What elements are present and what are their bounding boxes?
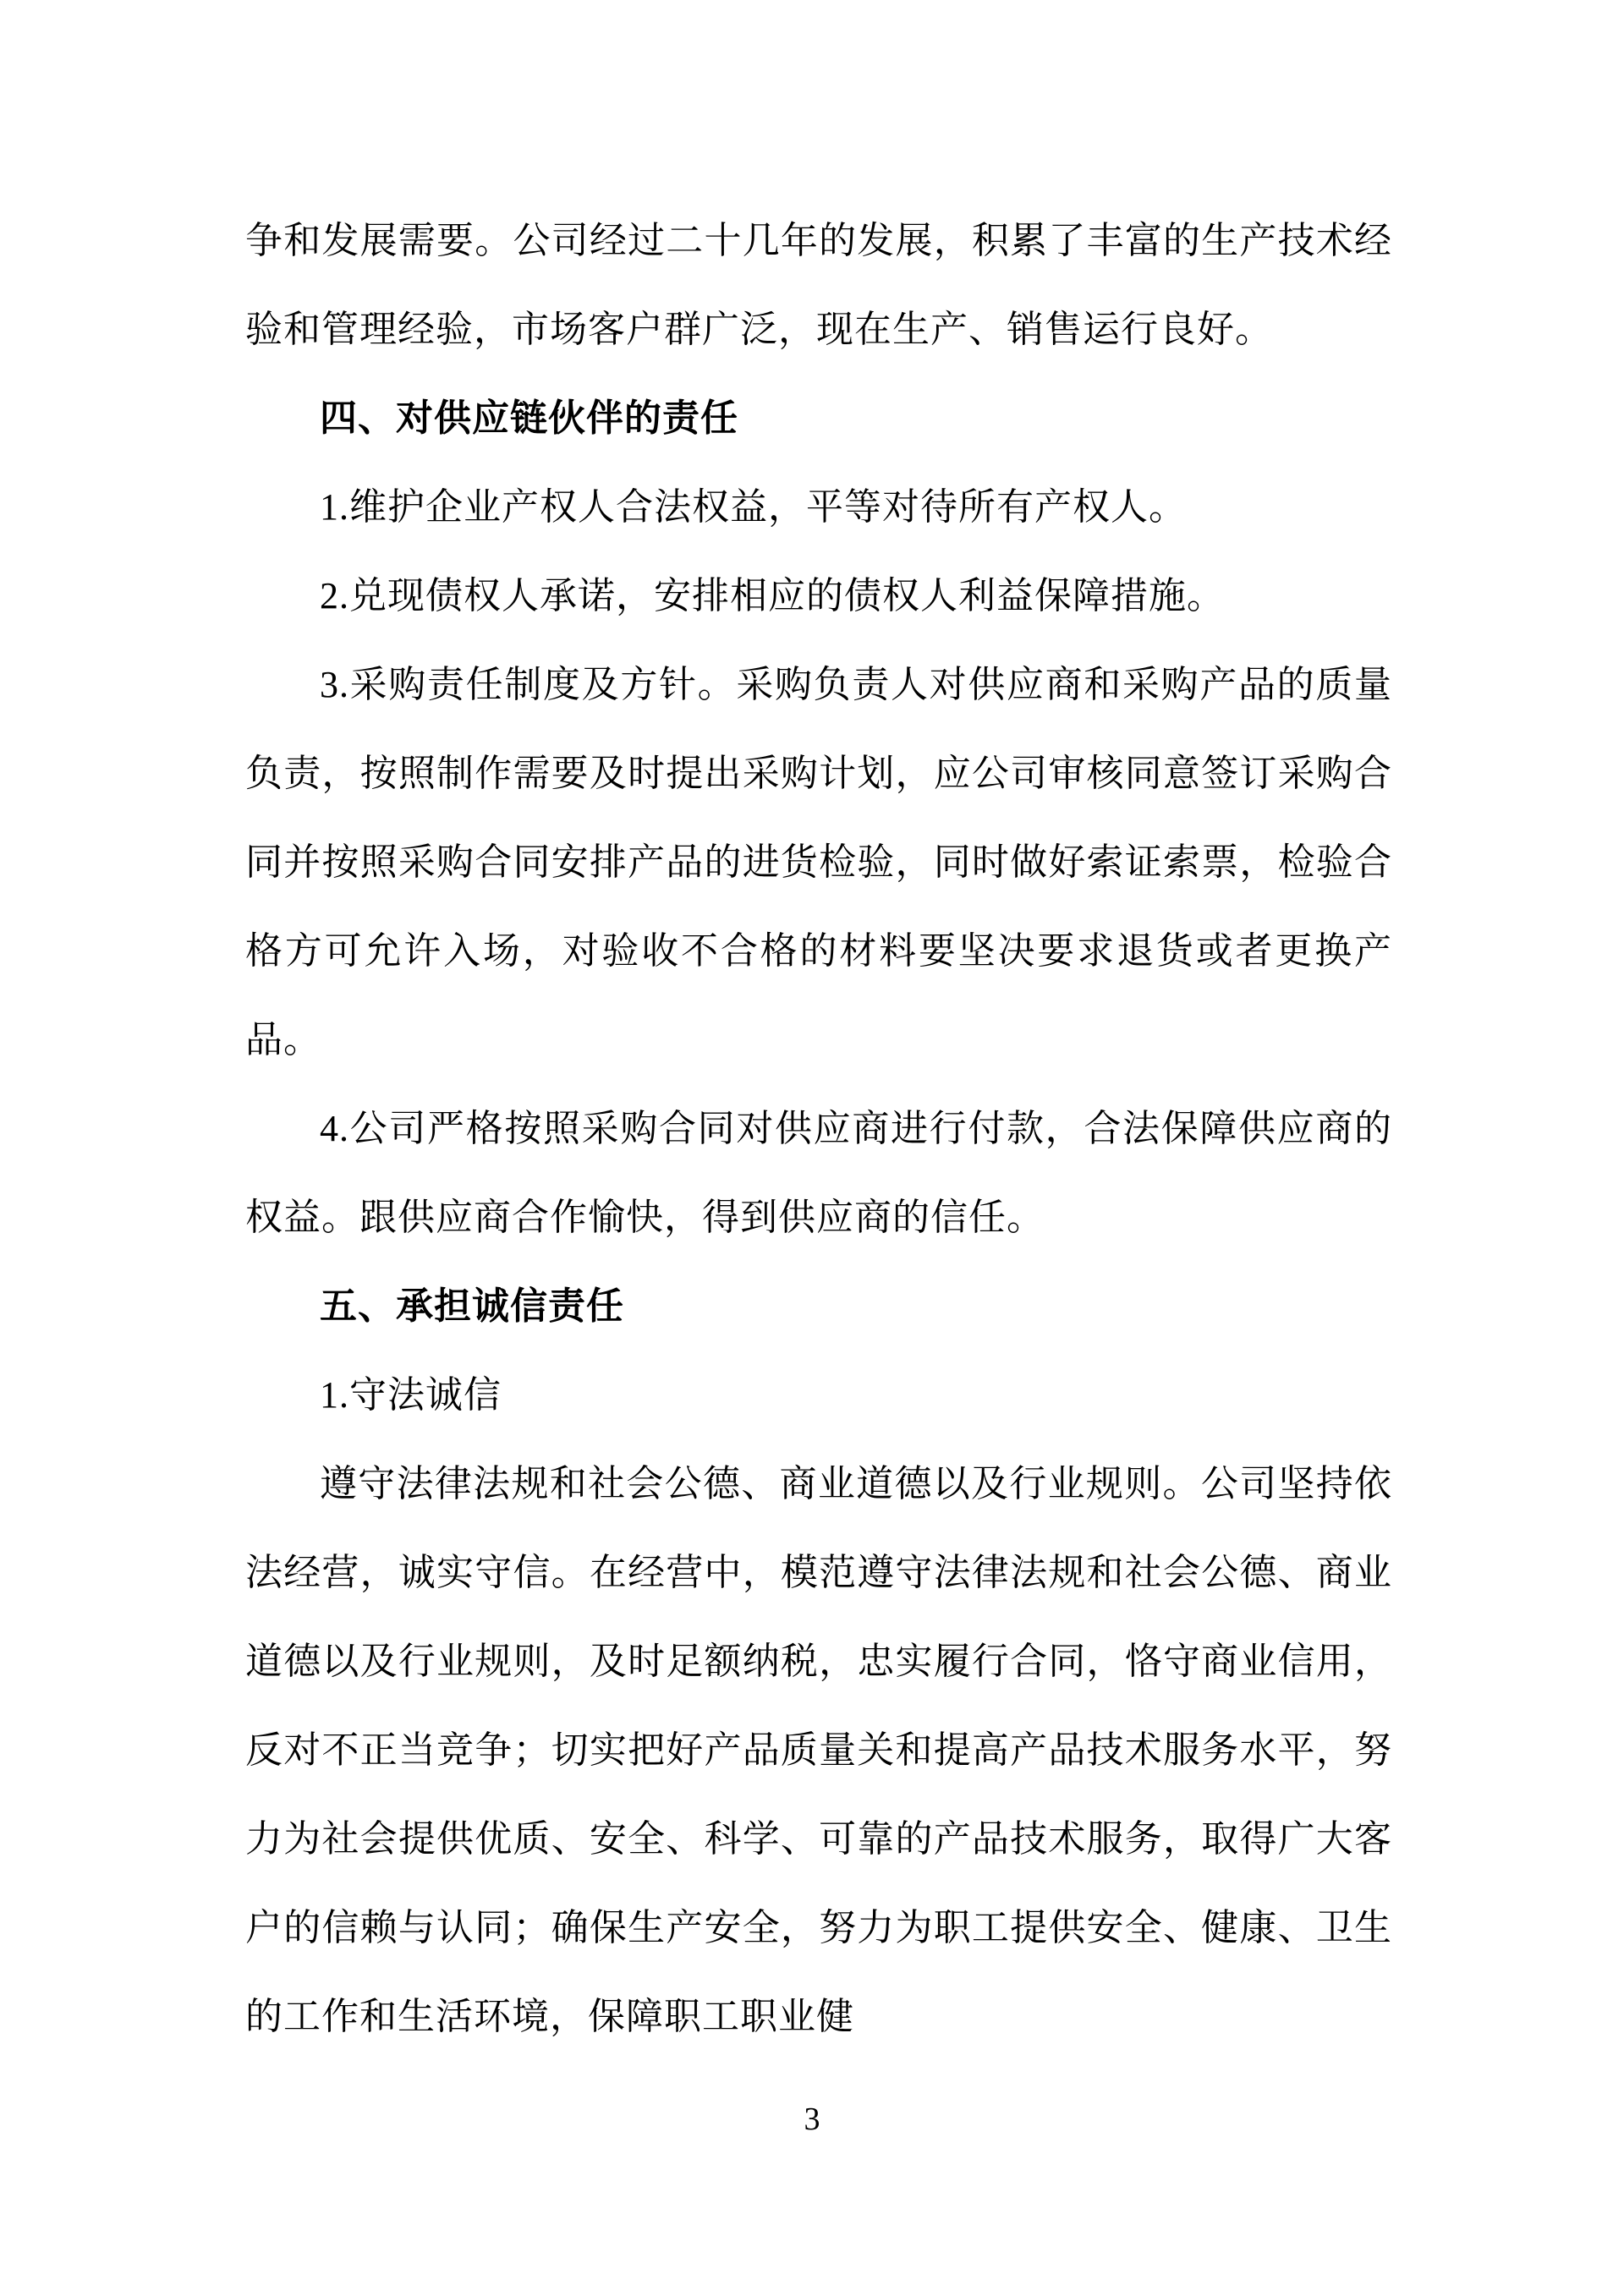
paragraph-item-4: 4.公司严格按照采购合同对供应商进行付款，合法保障供应商的权益。跟供应商合作愉快，得到供应商的信任。 — [245, 1108, 1392, 1238]
section-heading-integrity: 五、承担诚信责任 — [320, 1285, 624, 1327]
document-body — [245, 196, 1392, 2061]
paragraph-integrity-body: 遵守法律法规和社会公德、商业道德以及行业规则。公司坚持依法经营，诚实守信。在经营中，模范遵守法律法规和社会公德、商业道德以及行业规则，及时足额纳税，忠实履行合同，恪守商业信用，反对不正当竞争；切实把好产品质量关和提高产品技术服务水平，努力为社会提供优质、安全、科学、可靠的产品技术服务，取得广大客户的信赖与认同；确保生产安全，努力为职工提供安全、健康、卫生的工作和生活环境，保障职工职业健 — [245, 1463, 1392, 2037]
paragraph-item-3: 3.采购责任制度及方针。采购负责人对供应商和采购产品的质量负责，按照制作需要及时提出采购计划，应公司审核同意签订采购合同并按照采购合同安排产品的进货检验，同时做好索证索票，检验合格方可允许入场，对验收不合格的材料要坚决要求退货或者更换产品。 — [245, 664, 1392, 1060]
paragraph-continuation: 争和发展需要。公司经过二十几年的发展，积累了丰富的生产技术经验和管理经验，市场客户群广泛，现在生产、销售运行良好。 — [245, 220, 1392, 350]
page-number: 3 — [804, 2101, 820, 2137]
paragraph-subheading-integrity: 1.守法诚信 — [320, 1374, 502, 1416]
section-heading-supply-chain: 四、对供应链伙伴的责任 — [320, 397, 738, 439]
paragraph-item-1: 1.维护企业产权人合法权益，平等对待所有产权人。 — [320, 486, 1187, 528]
paragraph-item-2: 2.兑现债权人承诺，安排相应的债权人利益保障措施。 — [320, 575, 1225, 616]
